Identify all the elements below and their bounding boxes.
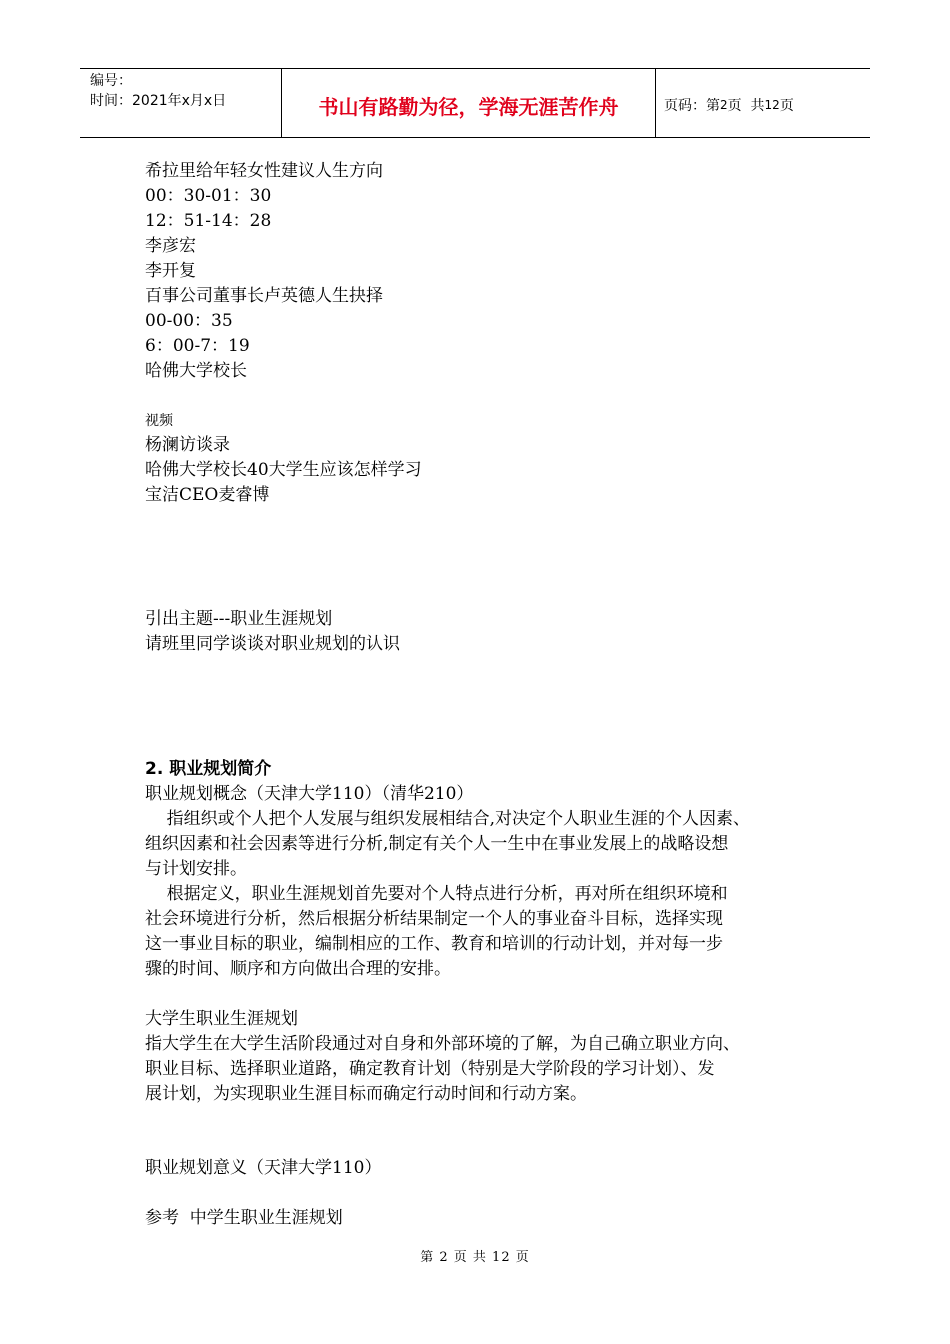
text-line: 12：51-14：28 [145, 211, 272, 231]
text-line: 杨澜访谈录 [145, 435, 230, 455]
header-motto [282, 69, 656, 137]
text-line: 希拉里给年轻女性建议人生方向 [145, 161, 383, 181]
text-line: 这一事业目标的职业，编制相应的工作、教育和培训的行动计划，并对每一步 [145, 934, 723, 954]
text-line: 指大学生在大学生活阶段通过对自身和外部环境的了解，为自己确立职业方向、 [145, 1034, 740, 1054]
page-label-prefix: 页码：第 [664, 98, 720, 114]
text-line: 李彦宏 [145, 236, 196, 256]
page-footer [0, 1246, 950, 1265]
text-line: 6：00-7：19 [145, 336, 250, 356]
text-line: 职业目标、选择职业道路，确定教育计划（特别是大学阶段的学习计划）、发 [145, 1059, 715, 1079]
text-line: 请班里同学谈谈对职业规划的认识 [145, 634, 400, 654]
text-line: 骤的时间、顺序和方向做出合理的安排。 [145, 959, 451, 979]
page-total: 12 [764, 98, 780, 112]
text-line: 李开复 [145, 261, 196, 281]
text-line: 00：30-01：30 [145, 186, 272, 206]
text-line: 组织因素和社会因素等进行分析,制定有关个人一生中在事业发展上的战略设想 [145, 834, 729, 854]
section-title: 2. 职业规划简介 [145, 759, 272, 779]
meaning-title: 职业规划意义（天津大学110） [145, 1158, 382, 1178]
reference-line: 参考 中学生职业生涯规划 [145, 1208, 343, 1228]
motto-text: 书山有路勤为径，学海无涯苦作舟 [318, 94, 619, 119]
serial-label: 编号： [90, 73, 132, 89]
text-line: 指组织或个人把个人发展与组织发展相结合,对决定个人职业生涯的个人因素、 [145, 809, 751, 829]
concept-title: 职业规划概念（天津大学110）（清华210） [145, 784, 474, 804]
text-line: 哈佛大学校长 [145, 361, 247, 381]
header-meta [80, 69, 282, 137]
text-line: 与计划安排。 [145, 859, 247, 879]
page-header [80, 68, 870, 138]
date-label: 时间：2021年x月x日 [90, 93, 227, 109]
text-line: 00-00：35 [145, 311, 233, 331]
video-label: 视频 [145, 413, 173, 429]
text-line: 引出主题---职业生涯规划 [145, 609, 333, 629]
page-label-suffix: 页 [779, 98, 794, 114]
text-line: 宝洁CEO麦睿博 [145, 485, 270, 505]
text-line: 根据定义，职业生涯规划首先要对个人特点进行分析，再对所在组织环境和 [145, 884, 728, 904]
page-current: 2 [720, 98, 728, 112]
page-label-middle: 页 共 [727, 98, 765, 114]
text-line: 展计划，为实现职业生涯目标而确定行动时间和行动方案。 [145, 1084, 587, 1104]
text-line: 社会环境进行分析，然后根据分析结果制定一个人的事业奋斗目标，选择实现 [145, 909, 723, 929]
student-title: 大学生职业生涯规划 [145, 1009, 298, 1029]
footer-page-number: 第 2 页 共 12 页 [420, 1250, 530, 1265]
text-line: 哈佛大学校长40大学生应该怎样学习 [145, 460, 422, 480]
text-line: 百事公司董事长卢英德人生抉择 [145, 286, 383, 306]
header-page-number [656, 69, 870, 137]
